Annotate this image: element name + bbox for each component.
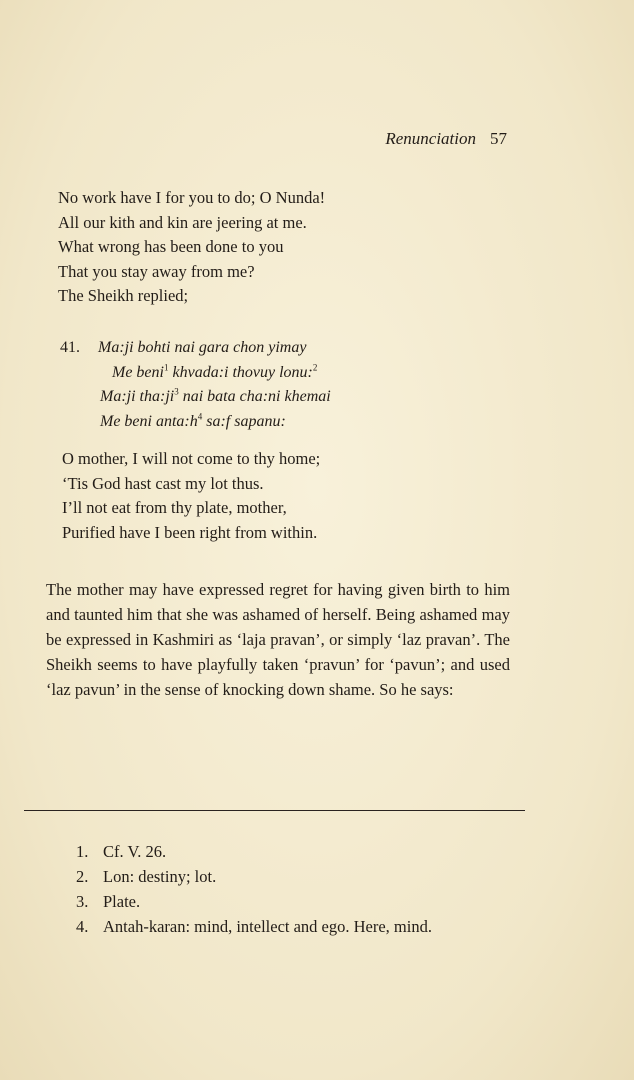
footnote-marker: 4: [197, 411, 203, 422]
verse-text: Me beni: [112, 363, 164, 381]
verse-line: The Sheikh replied;: [58, 286, 189, 305]
verse-original-line: Ma:ji bohti nai gara chon yimay: [98, 339, 307, 356]
verse-line: No work have I for you to do; O Nunda!: [58, 188, 326, 207]
verse-41-original: [60, 336, 331, 434]
verse-line: O mother, I will not come to thy home;: [62, 449, 321, 468]
paragraph-text: The mother may have expressed regret for having given birth to him and taunted him that she was ashamed of herself. Being ashamed may be expressed in Kashmiri as ‘laja pravan’, or simply ‘laz pravan’. The Sheikh seems to have playfully taken ‘pravun’ for ‘pavun’; and used ‘laz pavun’ in the sense of knocking down shame. So he says:: [46, 580, 510, 699]
verse-text: sa:f sapanu:: [202, 412, 286, 430]
verse-line: I’ll not eat from thy plate, mother,: [62, 498, 287, 517]
verse-line: ‘Tis God hast cast my lot thus.: [62, 473, 264, 493]
footnote-number: 2.: [76, 867, 89, 886]
verse-line: Purified have I been right from within.: [62, 522, 318, 542]
footnote-number: 3.: [76, 892, 89, 911]
footnote-divider: [24, 810, 525, 811]
verse-text: nai bata cha:ni khemai: [178, 388, 331, 405]
chapter-title: Renunciation: [385, 129, 476, 148]
footnote-text: Cf. V. 26.: [103, 842, 167, 861]
running-head: [385, 128, 507, 150]
verse-line: All our kith and kin are jeering at me.: [58, 212, 307, 232]
commentary-paragraph: [46, 577, 510, 702]
verse-line: What wrong has been done to you: [58, 237, 284, 256]
verse-number: 41.: [60, 339, 80, 356]
footnote-number: 4.: [76, 917, 89, 936]
stanza-translation-2: [62, 447, 320, 545]
footnote: [76, 839, 516, 864]
footnote-text: Lon: destiny; lot.: [103, 867, 217, 886]
footnote: [76, 889, 516, 914]
footnote: [76, 864, 516, 889]
verse-text: Ma:ji tha:ji: [100, 388, 175, 405]
footnotes: [76, 839, 516, 939]
footnote-number: 1.: [76, 842, 89, 861]
verse-original-line: [60, 410, 331, 435]
footnote-text: Antah-karan: mind, intellect and ego. Here, mind.: [103, 917, 432, 936]
verse-line: That you stay away from me?: [58, 261, 255, 281]
verse-original-line: [60, 361, 331, 386]
footnote-marker: 1: [163, 362, 169, 373]
footnote: [76, 914, 516, 939]
verse-original-line: [60, 385, 331, 410]
page-number: 57: [490, 129, 507, 148]
footnote-marker: 2: [312, 362, 318, 373]
verse-text: Me beni anta:h: [100, 412, 198, 430]
footnote-marker: 3: [174, 386, 179, 397]
footnote-text: Plate.: [103, 892, 141, 911]
verse-text: khvada:i thovuy lonu:: [168, 363, 313, 381]
stanza-translation-1: [58, 186, 325, 309]
